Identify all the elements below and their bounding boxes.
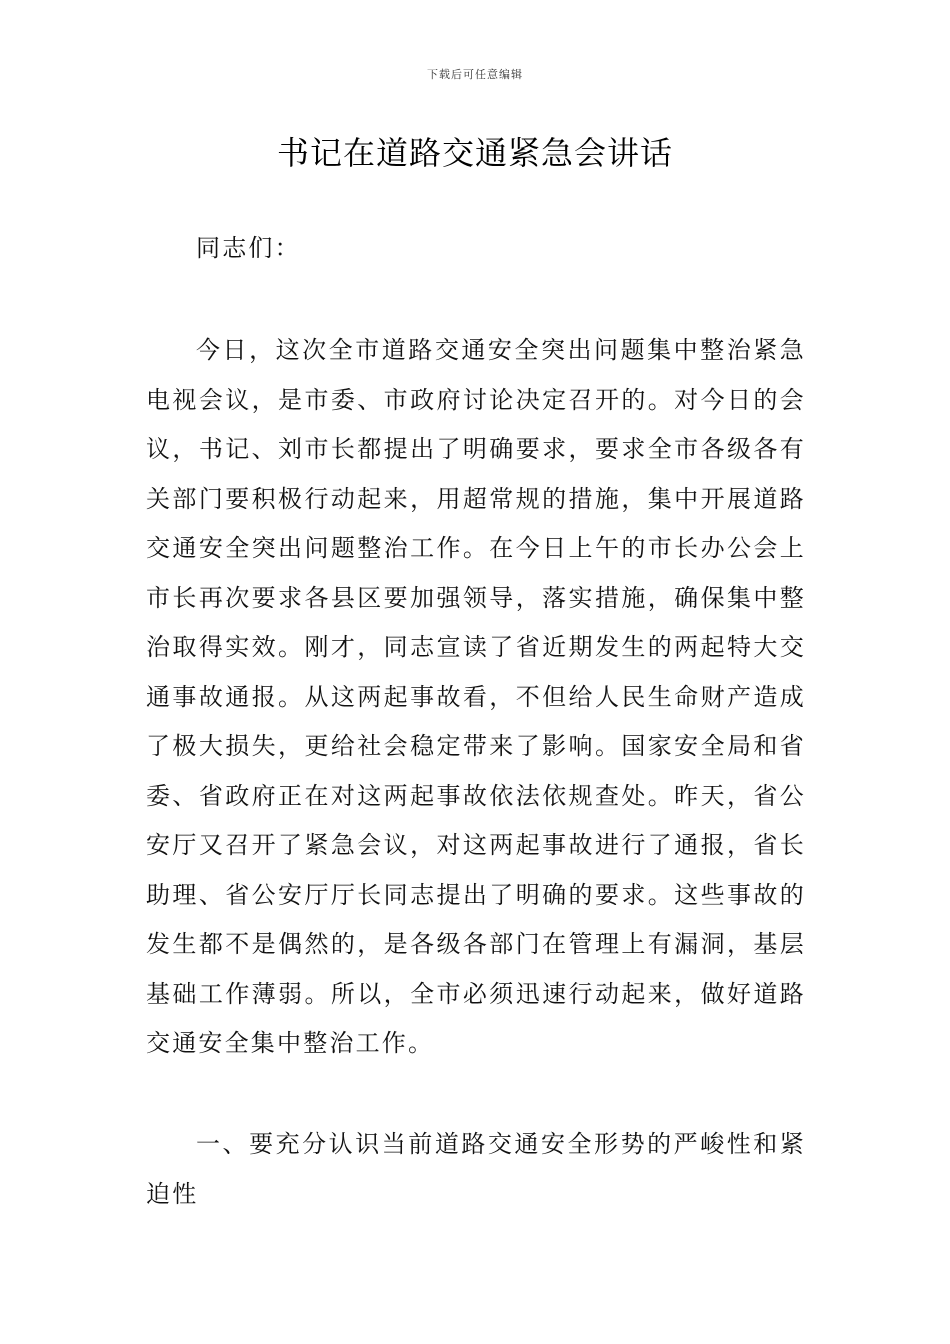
section-heading: 一、要充分认识当前道路交通安全形势的严峻性和紧迫性 [146,1130,806,1208]
body-paragraph: 今日，这次全市道路交通安全突出问题集中整治紧急电视会议，是市委、市政府讨论决定召开的。对今日的会议，书记、刘市长都提出了明确要求，要求全市各级各有关部门要积极行动起来，用超常规的措施，集中开展道路交通安全突出问题整治工作。在今日上午的市长办公会上市长再次要求各县区要加强领导，落实措施，确保集中整治取得实效。刚才，同志宣读了省近期发生的两起特大交通事故通报。从这两起事故看，不但给人民生命财产造成了极大损失，更给社会稳定带来了影响。国家安全局和省委、省政府正在对这两起事故依法依规查处。昨天，省公安厅又召开了紧急会议，对这两起事故进行了通报，省长助理、省公安厅厅长同志提出了明确的要求。这些事故的发生都不是偶然的，是各级各部门在管理上有漏洞，基层基础工作薄弱。所以，全市必须迅速行动起来，做好道路交通安全集中整治工作。 [146,336,806,1057]
document-title: 书记在道路交通紧急会讲话 [276,134,673,172]
header-note: 下载后可任意编辑 [427,68,523,81]
salutation: 同志们： [196,234,301,262]
